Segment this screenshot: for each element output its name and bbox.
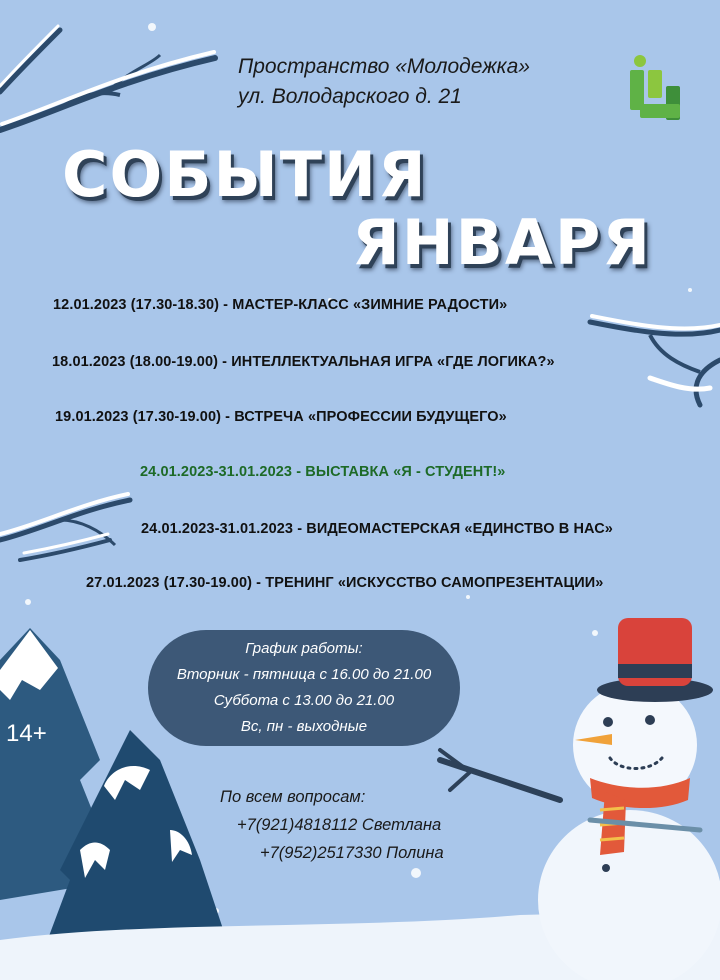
contact-phone: +7(952)2517330 Полина	[260, 844, 444, 862]
venue-info	[238, 52, 530, 112]
contact-phone: +7(921)4818112 Светлана	[237, 816, 442, 834]
venue-address: ул. Володарского д. 21	[238, 85, 462, 108]
event-item-highlight: 24.01.2023-31.01.2023 - ВЫСТАВКА «Я - СТУДЕНТ!»	[140, 464, 506, 480]
event-item: 12.01.2023 (17.30-18.30) - МАСТЕР-КЛАСС «ЗИМНИЕ РАДОСТИ»	[53, 297, 508, 313]
event-item: 19.01.2023 (17.30-19.00) - ВСТРЕЧА «ПРОФЕССИИ БУДУЩЕГО»	[55, 409, 507, 425]
schedule-heading: График работы:	[245, 640, 363, 657]
branch-right	[590, 316, 720, 405]
schedule-line: Вс, пн - выходные	[240, 718, 368, 735]
venue-name: Пространство «Молодежка»	[238, 55, 530, 78]
event-item: 18.01.2023 (18.00-19.00) - ИНТЕЛЛЕКТУАЛЬНАЯ ИГРА «ГДЕ ЛОГИКА?»	[52, 354, 555, 370]
title-line-1: СОБЫТИЯ	[62, 138, 428, 211]
event-item: 27.01.2023 (17.30-19.00) - ТРЕНИНГ «ИСКУССТВО САМОПРЕЗЕНТАЦИИ»	[86, 575, 604, 591]
schedule-line: Суббота с 13.00 до 21.00	[213, 692, 395, 709]
molodezhka-logo-icon	[630, 55, 680, 120]
event-item: 24.01.2023-31.01.2023 - ВИДЕОМАСТЕРСКАЯ «ЕДИНСТВО В НАС»	[141, 521, 613, 537]
contacts-heading: По всем вопросам:	[220, 788, 366, 806]
schedule-panel	[148, 630, 460, 746]
title-line-2: ЯНВАРЯ	[352, 206, 653, 279]
branch-top-left	[0, 26, 215, 130]
branch-left-middle	[0, 494, 130, 560]
schedule-line: Вторник - пятница с 16.00 до 21.00	[176, 666, 432, 683]
age-rating: 14+	[6, 720, 47, 747]
